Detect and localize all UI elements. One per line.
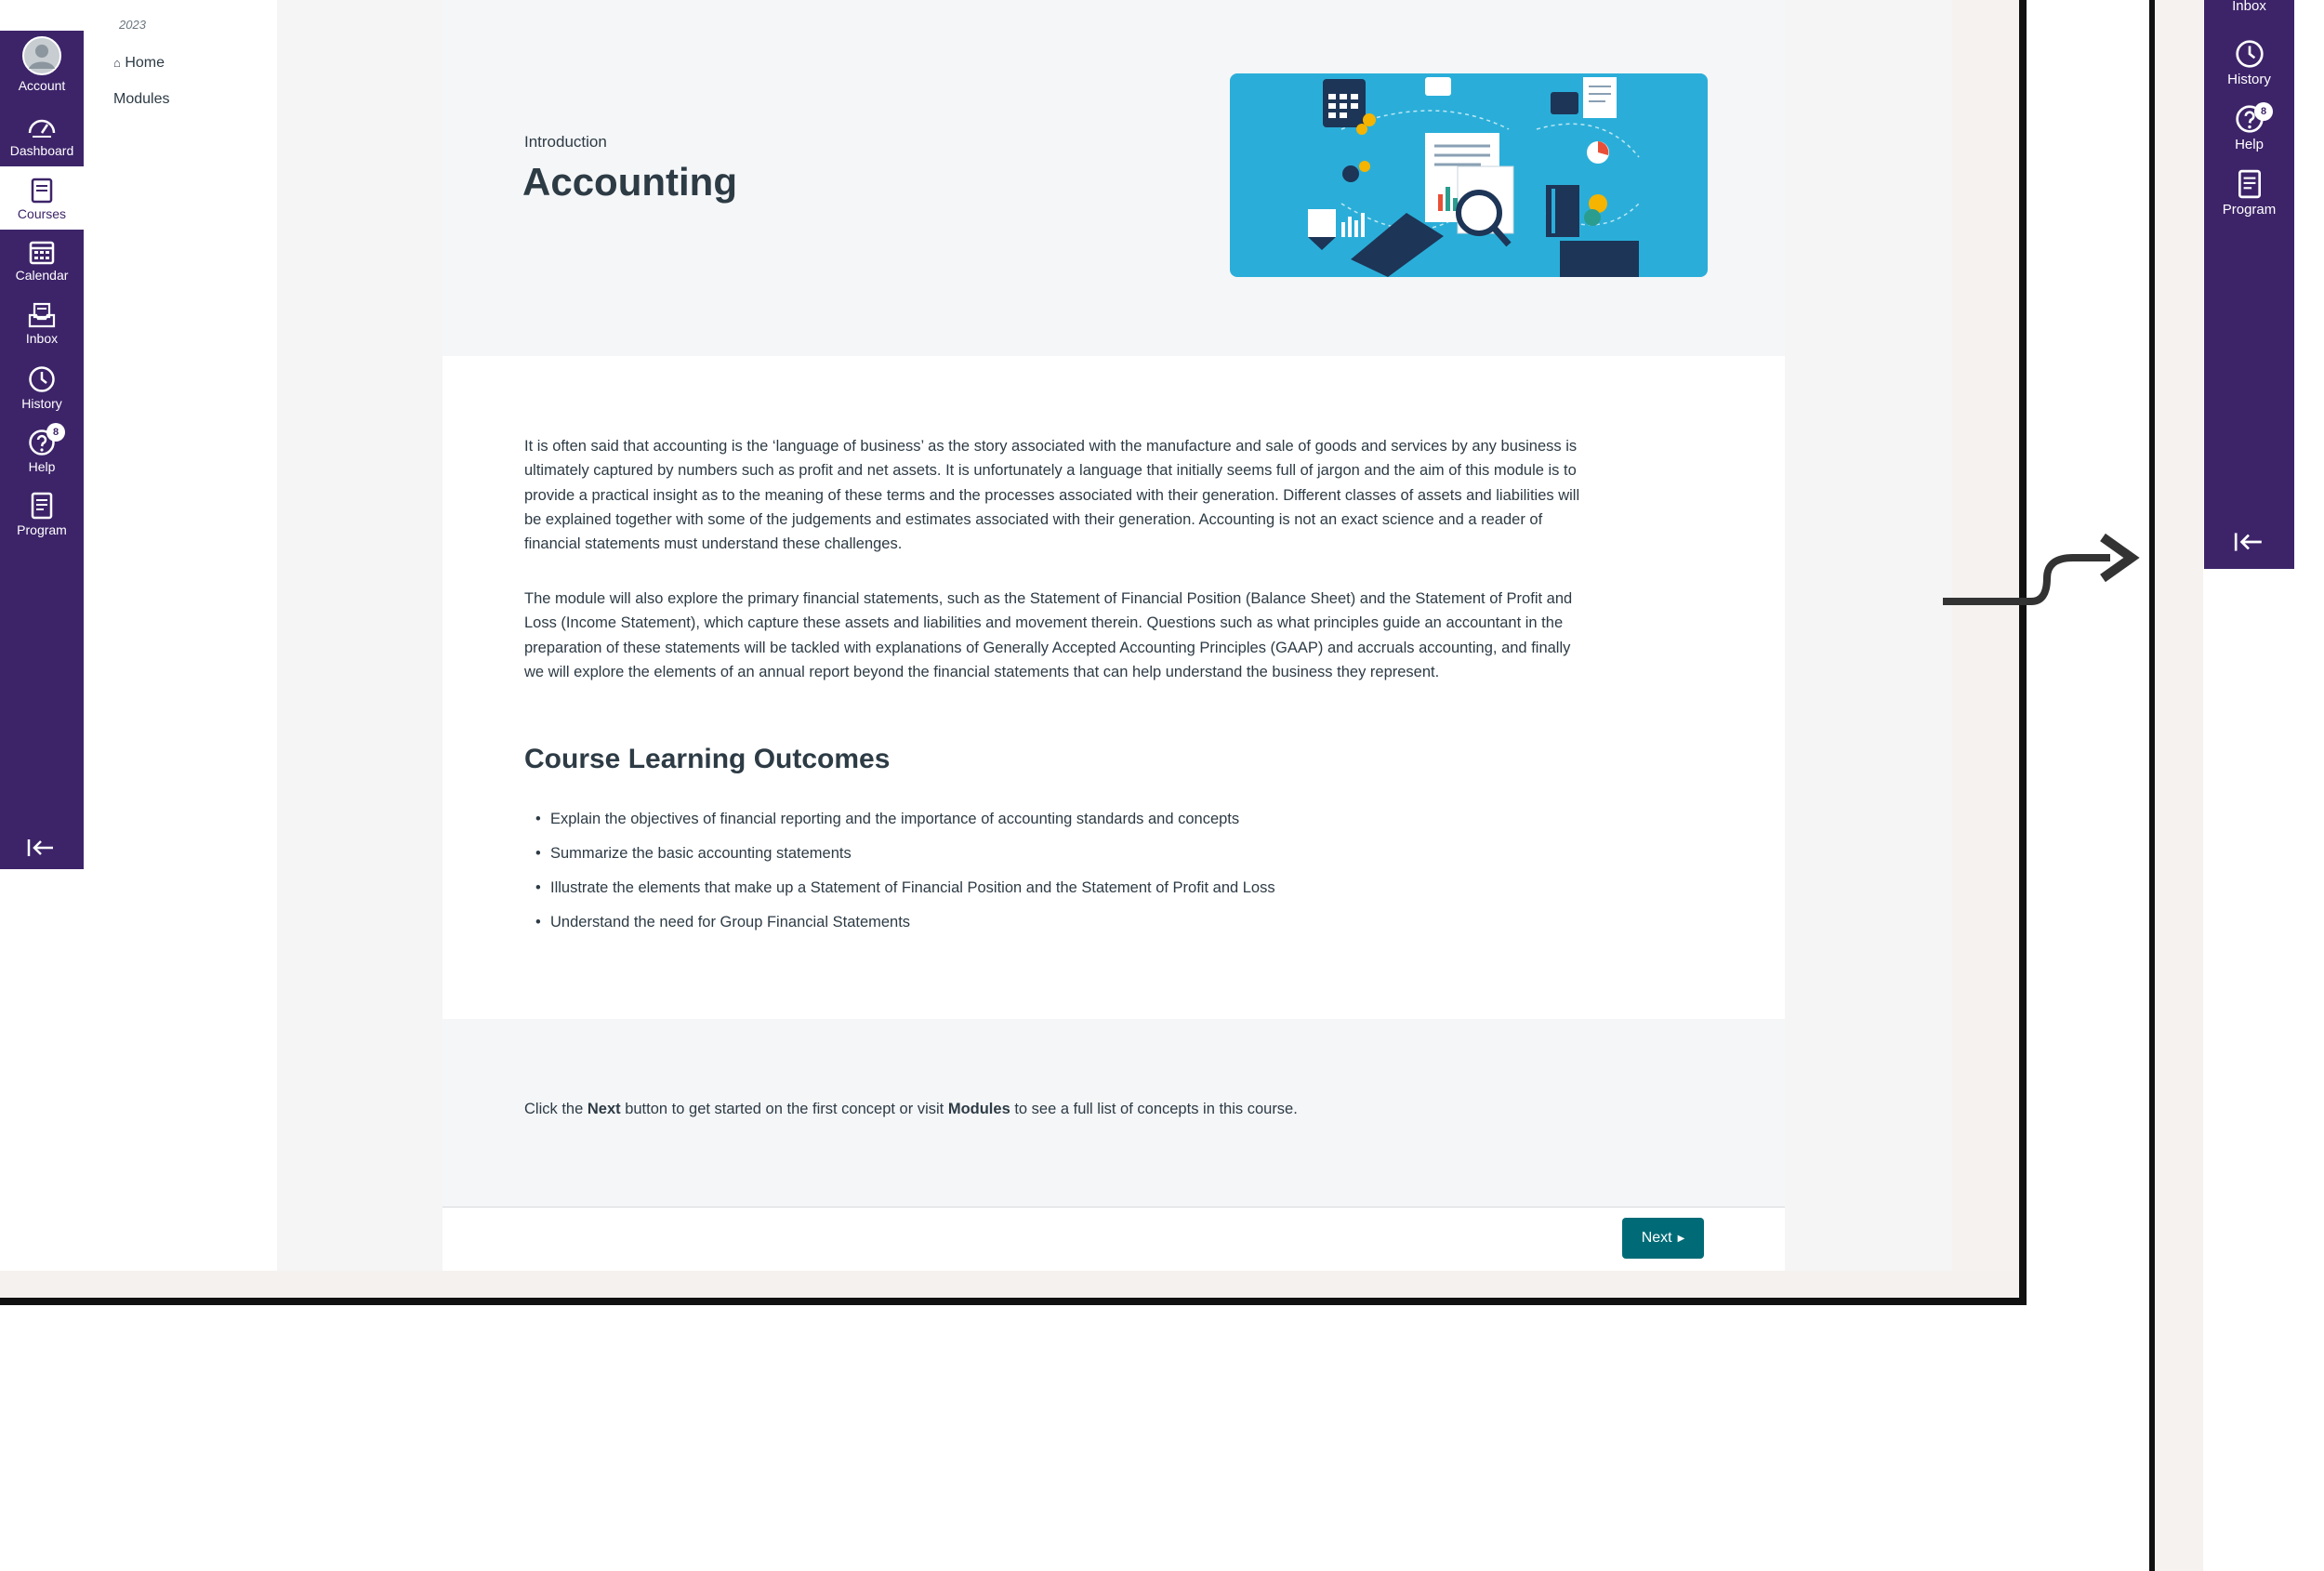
nav-dashboard-label: Dashboard — [9, 143, 74, 158]
zoomed-global-nav — [2204, 0, 2294, 569]
help-badge: 8 — [46, 423, 65, 442]
hero-illustration — [1230, 73, 1708, 277]
nav-account-label: Account — [18, 78, 66, 93]
nav-program-label: Program — [17, 522, 67, 537]
nav-help[interactable] — [2204, 104, 2294, 152]
nav-history-label: History — [21, 396, 62, 411]
next-button-label: Next — [1641, 1230, 1672, 1246]
footer-modules-word: Modules — [947, 1101, 1010, 1117]
course-nav — [84, 0, 277, 1271]
dashboard-icon — [27, 114, 57, 140]
nav-help-label: Help — [2235, 137, 2264, 152]
footer-next-word: Next — [587, 1101, 621, 1117]
nav-inbox-label: Inbox — [25, 331, 59, 346]
list-item: • Summarize the basic accounting statements — [535, 841, 1275, 876]
collapse-nav-icon[interactable] — [2233, 531, 2265, 553]
nav-calendar[interactable] — [0, 239, 84, 302]
home-icon: ⌂ — [113, 56, 121, 70]
inbox-icon — [28, 302, 56, 328]
footer-text-part: button to get started on the first concept or visit — [620, 1101, 948, 1117]
frame-border — [0, 1298, 2027, 1305]
page-eyebrow: Introduction — [524, 133, 607, 151]
courses-icon — [30, 178, 54, 204]
nav-program[interactable] — [0, 492, 84, 555]
page-title: Accounting — [522, 160, 737, 204]
outcomes-heading: Course Learning Outcomes — [524, 744, 891, 774]
program-icon — [2237, 169, 2263, 199]
connector-arrow-icon — [1943, 521, 2157, 623]
calendar-icon — [29, 239, 55, 265]
history-icon — [28, 365, 56, 393]
list-item: • Illustrate the elements that make up a Statement of Financial Position and the Statement of Profit and Loss — [535, 876, 1275, 910]
list-item: • Understand the need for Group Financial Statements — [535, 910, 1275, 944]
program-icon — [30, 492, 54, 520]
page-edge — [1952, 0, 2023, 1271]
footer-instructions — [524, 1101, 1298, 1118]
course-nav-modules[interactable]: Modules — [113, 91, 170, 107]
help-badge: 8 — [2254, 102, 2273, 121]
collapse-nav-icon[interactable] — [26, 838, 56, 858]
history-icon — [2235, 39, 2265, 69]
list-item: • Explain the objectives of financial reporting and the importance of accounting standards and concepts — [535, 807, 1275, 841]
account-icon — [22, 36, 61, 75]
nav-help-label: Help — [28, 459, 56, 474]
course-term: 2023 — [119, 18, 146, 32]
nav-calendar-label: Calendar — [15, 268, 69, 283]
intro-paragraph-1: It is often said that accounting is the ‘language of business’ as the story associated with the manufacture and sale of goods and services by any business is ultimately captured by numbers such as profit and net assets. It is unfortunately a language that initially seems full of jargon and the aim of this module is to provide a practical insight as to the meaning of these terms and the processes associated with their generation. Different classes of assets and liabilities will be explained together with some of the judgements and estimates associated with their generation. Accounting is not an exact science and a reader of financial statements must understand these challenges. — [524, 438, 1580, 553]
nav-history[interactable] — [0, 365, 84, 429]
intro-paragraph-2: The module will also explore the primary financial statements, such as the Statement of Financial Position (Balance Sheet) and the Statement of Profit and Loss (Income Statement), which capture these assets and liabilities and movement therein. Questions such as what principles guide an accountant in the preparation of these statements will be tackled with explanations of Generally Accepted Accounting Principles (GAAP) and accruals accounting, and finally we will explore the elements of an annual report beyond the financial statements that can help understand the business they represent. — [524, 590, 1573, 680]
nav-inbox-label: Inbox — [2232, 0, 2266, 14]
course-nav-home[interactable] — [113, 55, 165, 72]
nav-help[interactable] — [0, 429, 84, 492]
global-nav — [0, 31, 84, 869]
nav-program[interactable] — [2204, 169, 2294, 218]
nav-history[interactable] — [2204, 39, 2294, 87]
nav-inbox[interactable] — [2204, 0, 2294, 14]
nav-courses[interactable] — [0, 166, 84, 230]
footer-text-part: to see a full list of concepts in this course. — [1010, 1101, 1298, 1117]
nav-program-label: Program — [2222, 202, 2277, 218]
course-nav-home-label: Home — [125, 55, 165, 71]
nav-courses-label: Courses — [17, 206, 67, 221]
frame-border — [2019, 0, 2027, 1305]
page-navigation-bar — [442, 1207, 1785, 1271]
page-edge — [0, 1271, 2023, 1299]
nav-inbox[interactable] — [0, 302, 84, 365]
next-button[interactable] — [1622, 1218, 1704, 1259]
nav-account[interactable] — [0, 36, 84, 99]
outcomes-list — [535, 807, 1275, 944]
footer-text-part: Click the — [524, 1101, 588, 1117]
page-edge — [2155, 0, 2203, 1571]
nav-history-label: History — [2227, 72, 2271, 87]
caret-right-icon: ▶ — [1677, 1233, 1685, 1244]
